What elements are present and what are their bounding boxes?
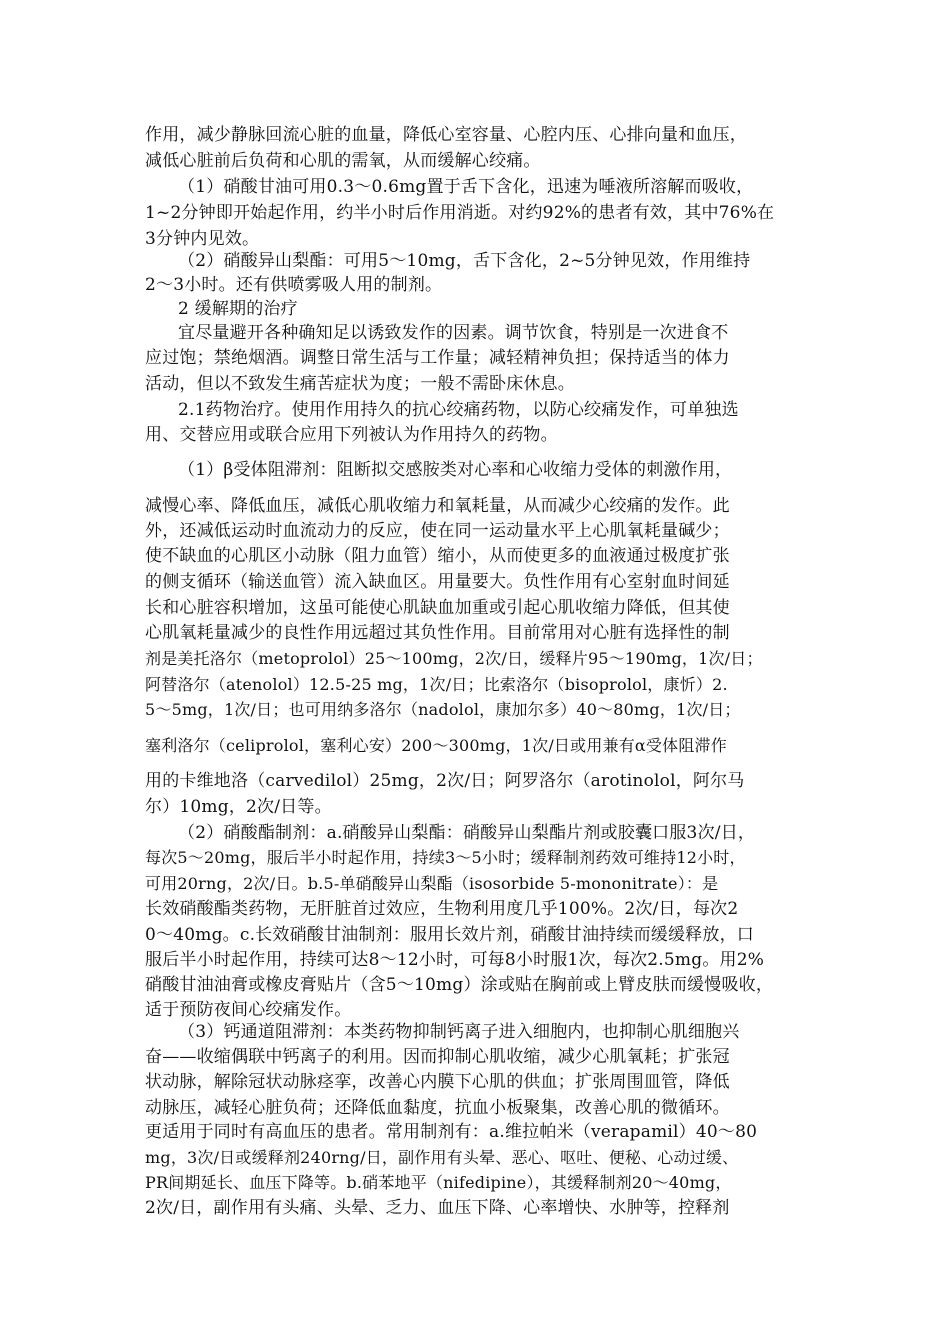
text-line: 0～40mg。c.长效硝酸甘油制剂：服用长效片剂，硝酸甘油持续而缓缓释放，口 <box>145 925 754 945</box>
text-line: 减慢心率、降低血压，减低心肌收缩力和氧耗量，从而减少心绞痛的发作。此 <box>145 496 730 516</box>
text-line: （2）硝酸异山梨酯：可用5～10mg，舌下含化，2~5分钟见效，作用维持 <box>178 251 751 271</box>
text-line: 可用20rng，2次/日。b.5-单硝酸异山梨酯（isosorbide 5-mononitrate）：是 <box>145 874 719 893</box>
text-line: 的侧支循环（输送血管）流入缺血区。用量要大。负性作用有心室射血时间延 <box>145 572 730 592</box>
text-line: 奋——收缩偶联中钙离子的利用。因而抑制心肌收缩，减少心肌氧耗；扩张冠 <box>145 1047 730 1067</box>
text-line: 2～3小时。还有供喷雾吸人用的制剂。 <box>145 275 443 295</box>
text-line: 剂是美托洛尔（metoprolol）25～100mg，2次/日，缓释片95～190mg，1次/日； <box>145 649 763 668</box>
text-line: 心肌氧耗量减少的良性作用远超过其负性作用。目前常用对心脏有选择性的制 <box>145 623 730 643</box>
text-line: mg，3次/日或缓释剂240rng/日，副作用有头晕、恶心、呕吐、便秘、心动过缓、 <box>145 1148 739 1167</box>
text-line: 每次5～20mg，服后半小时起作用，持续3～5小时；缓释制剂药效可维持12小时， <box>145 848 746 867</box>
text-line: 长效硝酸酯类药物，无肝脏首过效应，生物利用度几乎100%。2次/日，每次2 <box>145 899 739 919</box>
text-line: 状动脉，解除冠状动脉痉挛，改善心内膜下心肌的供血；扩张周围皿管，降低 <box>145 1072 730 1092</box>
text-line: 1~2分钟即开始起作用，约半小时后作用消逝。对约92%的患者有效，其中76%在 <box>145 203 775 223</box>
text-line: 作用，减少静脉回流心脏的血量，降低心室容量、心腔内压、心排向量和血压， <box>145 125 747 145</box>
text-line: 活动，但以不致发生痛苦症状为度；一般不需卧床休息。 <box>145 374 575 394</box>
text-line: 动脉压，减轻心脏负荷；还降低血黏度，抗血小板聚集，改善心肌的微循环。 <box>145 1098 730 1118</box>
text-line: 用、交替应用或联合应用下列被认为作用持久的药物。 <box>145 425 558 445</box>
text-line: 尔）10mg，2次/日等。 <box>145 797 332 817</box>
text-line: （1）β受体阻滞剂：阻断拟交感胺类对心率和心收缩力受体的刺激作用， <box>178 460 733 480</box>
text-line: 3分钟内见效。 <box>145 229 260 249</box>
text-line: 长和心脏容积增加，这虽可能使心肌缺血加重或引起心肌收缩力降低，但其使 <box>145 598 730 618</box>
text-line: 使不缺血的心肌区小动脉（阻力血管）缩小，从而使更多的血液通过极度扩张 <box>145 546 730 566</box>
text-line: 2次/日，副作用有头痛、头晕、乏力、血压下降、心率增快、水肿等，控释剂 <box>145 1198 730 1218</box>
text-line: 5～5mg，1次/日；也可用纳多洛尔（nadolol，康加尔多）40～80mg，1次/日； <box>145 700 741 719</box>
text-line: 阿替洛尔（atenolol）12.5-25 mg，1次/日；比索洛尔（bisoprolol，康忻）2. <box>145 675 728 694</box>
section-heading: 2 缓解期的治疗 <box>178 299 298 319</box>
text-line: 应过饱；禁绝烟酒。调整日常生活与工作量；减轻精神负担；保持适当的体力 <box>145 348 730 368</box>
text-line: （1）硝酸甘油可用0.3～0.6mg置于舌下含化，迅速为唾液所溶解而吸收， <box>178 177 754 197</box>
text-line: 服后半小时起作用，持续可达8～12小时，可每8小时服1次，每次2.5mg。用2% <box>145 950 765 970</box>
text-line: 宜尽量避开各种确知足以诱致发作的因素。调节饮食，特别是一次进食不 <box>178 323 729 343</box>
text-line: 更适用于同时有高血压的患者。常用制剂有：a.维拉帕米（verapamil）40～80 <box>145 1122 758 1142</box>
text-line: 外，还减低运动时血流动力的反应，使在同一运动量水平上心肌氧耗量碱少； <box>145 521 730 541</box>
text-line: 2.1药物治疗。使用作用持久的抗心绞痛药物，以防心绞痛发作，可单独选 <box>178 400 739 420</box>
text-line: 用的卡维地洛（carvedilol）25mg，2次/日；阿罗洛尔（arotinolol，阿尔马 <box>145 771 745 791</box>
text-line: PR间期延长、血压下降等。b.硝苯地平（nifedipine），其缓释制剂20～40mg， <box>145 1173 732 1192</box>
text-line: （3）钙通道阻滞剂：本类药物抑制钙离子进入细胞内，也抑制心肌细胞兴 <box>178 1022 740 1042</box>
text-line: 减低心脏前后负荷和心肌的需氧，从而缓解心绞痛。 <box>145 151 541 171</box>
text-line: 塞利洛尔（celiprolol，塞利心安）200～300mg，1次/日或用兼有α受体阻滞作 <box>145 736 727 755</box>
text-line: 适于预防夜间心绞痛发作。 <box>145 1000 352 1020</box>
text-line: （2）硝酸酯制剂：a.硝酸异山梨酯：硝酸异山梨酯片剂或胶囊口服3次/日， <box>178 823 756 843</box>
text-line: 硝酸甘油油膏或橡皮膏贴片（含5～10mg）涂或贴在胸前或上臂皮肤而缓慢吸收， <box>145 975 774 995</box>
